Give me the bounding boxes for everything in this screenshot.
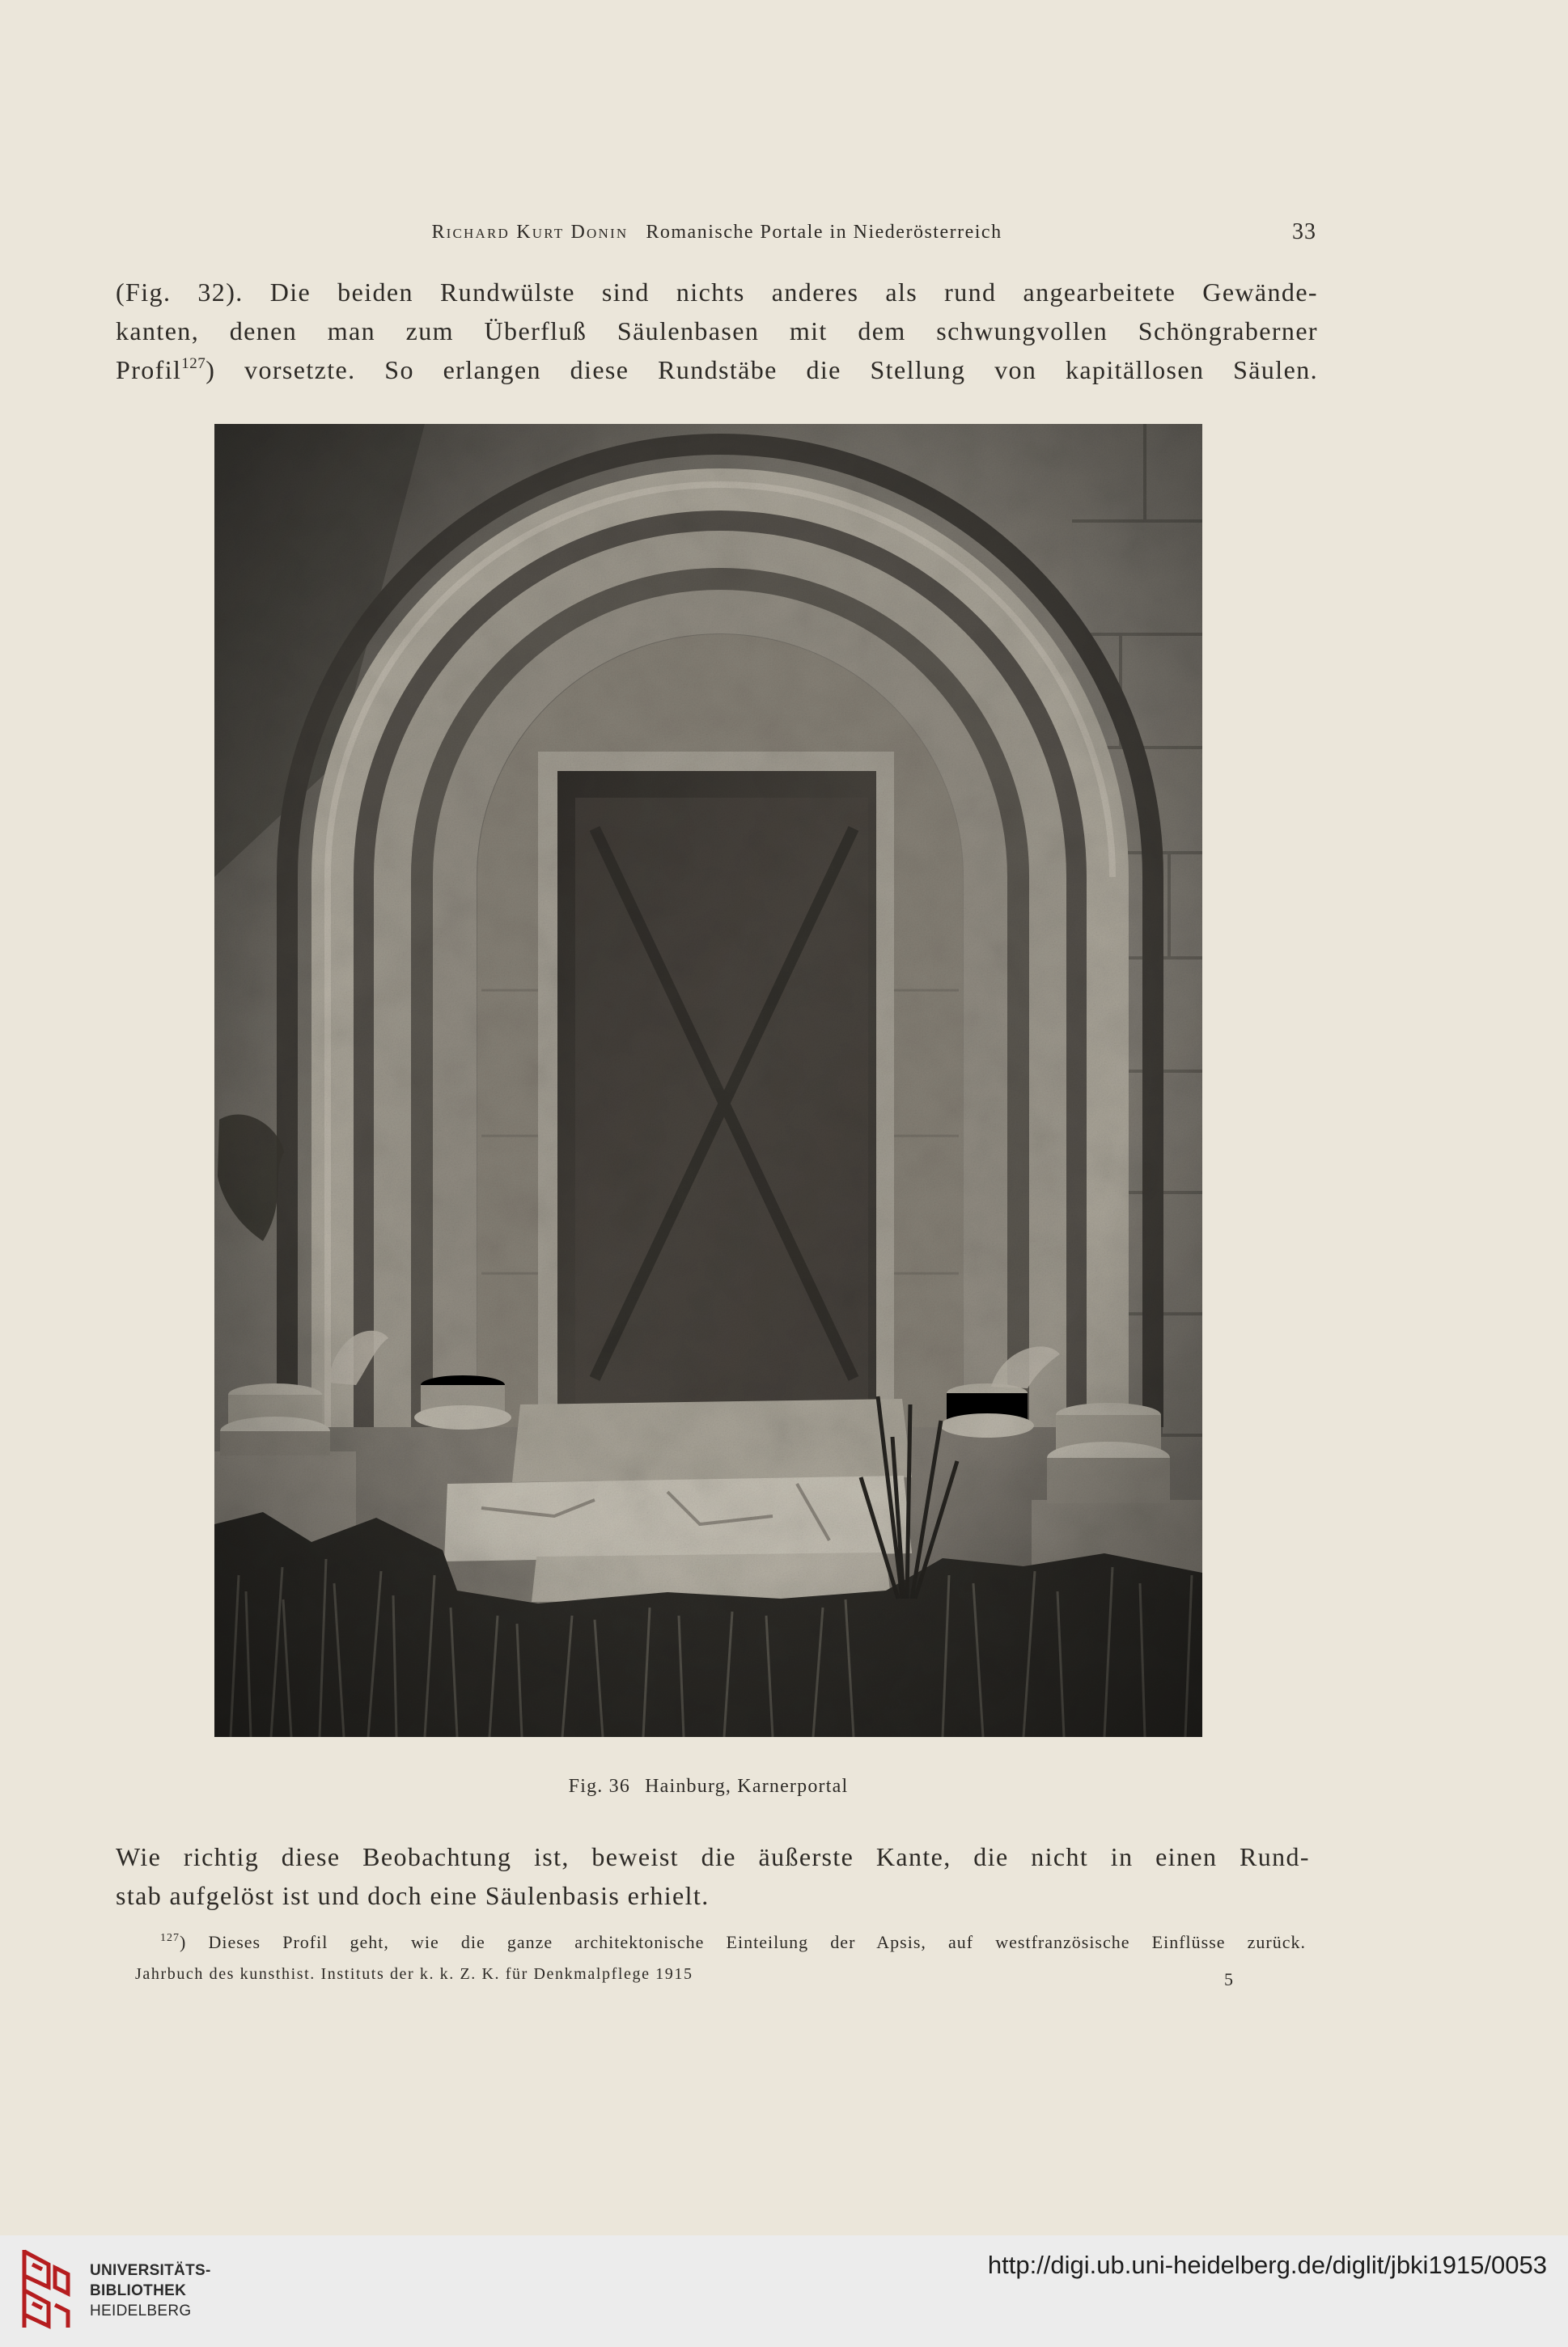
text-line: (Fig. 32). Die beiden Rundwülste sind nichts anderes als rund angearbeitete Gewände- — [116, 277, 1318, 307]
text-line: kanten, denen man zum Überfluß Säulenbasen mit dem schwungvollen Schöngraberner — [116, 316, 1318, 345]
library-name-line: UNIVERSITÄTS- — [90, 2262, 211, 2279]
footnote-marker: 127 — [160, 1932, 180, 1944]
footnote-reference: 127 — [181, 355, 206, 372]
running-head — [116, 218, 1318, 246]
sheet-signature: 5 — [1224, 1969, 1233, 1989]
paragraph-2 — [116, 1837, 1310, 1915]
figure-photo — [214, 424, 1202, 1737]
footnote-text: ) Dieses Profil geht, wie die ganze architektonische Einteilung der Apsis, auf westfranzösische Einflüsse zurück. — [180, 1932, 1306, 1952]
page-number: 33 — [1292, 219, 1316, 244]
text-line — [116, 350, 1318, 389]
text-fragment: ) vorsetzte. So erlangen diese Rundstäbe die Stellung von kapitällosen Säulen. — [206, 355, 1318, 384]
text-line: Wie richtig diese Beobachtung ist, beweist die äußerste Kante, die nicht in einen Rund- — [116, 1842, 1310, 1871]
permalink-url[interactable]: http://digi.ub.uni-heidelberg.de/diglit/jbki1915/0053 — [987, 2251, 1547, 2279]
paragraph-1 — [116, 273, 1318, 389]
library-name-line: HEIDELBERG — [90, 2303, 192, 2319]
text-line: stab aufgelöst ist und doch eine Säulenbasis erhielt. — [116, 1881, 710, 1910]
book-title: Romanische Portale in Niederösterreich — [646, 222, 1002, 243]
library-name — [90, 2260, 211, 2321]
library-logo-icon — [18, 2247, 76, 2331]
figure-label: Fig. 36 — [568, 1776, 631, 1797]
figure-caption — [214, 1774, 1202, 1798]
footnote — [160, 1930, 1306, 1955]
author-name: Richard Kurt Donin — [431, 222, 629, 243]
journal-signature-line: Jahrbuch des kunsthist. Instituts der k. k. Z. K. für Denkmalpflege 1915 — [135, 1965, 693, 1983]
figure-title: Hainburg, Karnerportal — [645, 1776, 849, 1797]
library-name-line: BIBLIOTHEK — [90, 2282, 187, 2299]
library-bar — [0, 2235, 1568, 2347]
text-fragment: Profil — [116, 355, 182, 384]
